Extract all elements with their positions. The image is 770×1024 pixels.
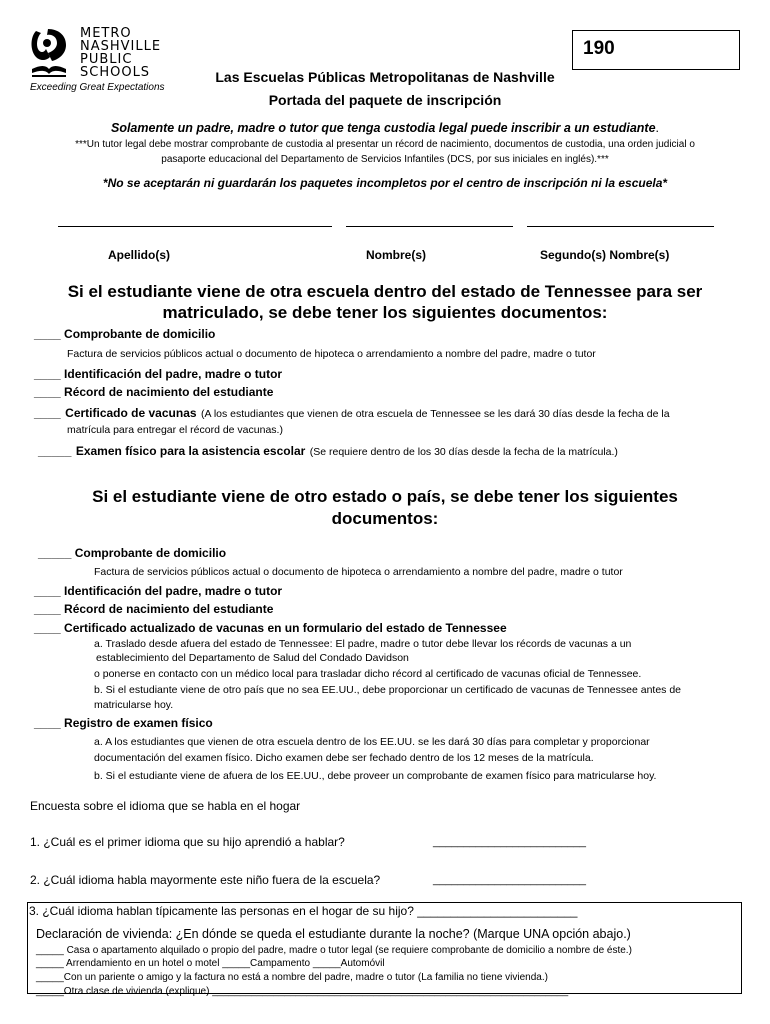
first-name-label: Nombre(s) <box>366 248 427 262</box>
s2-vac-b-2: matricularse hoy. <box>94 699 174 711</box>
s2-phys-b: b. Si el estudiante viene de afuera de los EE.UU., debe proveer un comprobante de examen físico para matricularse hoy. <box>94 770 657 782</box>
custody-notice: Solamente un padre, madre o tutor que tenga custodia legal puede inscribir a un estudiante. <box>110 121 660 135</box>
s2-physical-record[interactable]: ____ Registro de examen físico <box>34 716 213 730</box>
page-title: Las Escuelas Públicas Metropolitanas de Nashville <box>215 69 555 85</box>
last-name-label: Apellido(s) <box>108 248 170 262</box>
s2-vaccines-updated[interactable]: ____ Certificado actualizado de vacunas en un formulario del estado de Tennessee <box>34 621 507 635</box>
incomplete-notice: *No se aceptarán ni guardarán los paquetes incompletos por el centro de inscripción ni la escuela* <box>102 176 668 190</box>
s2-proof-address-desc: Factura de servicios públicos actual o documento de hipoteca o arrendamiento a nombre del padre, madre o tutor <box>94 566 623 578</box>
survey-q3: 3. ¿Cuál idioma hablan típicamente las personas en el hogar de su hijo? ________________________ <box>29 904 578 918</box>
proof-notice-1: ***Un tutor legal debe mostrar comprobante de custodia al presentar un récord de nacimiento, documentos de custodia, una orden judicial o <box>75 139 695 150</box>
s1-birth-record[interactable]: ____ Récord de nacimiento del estudiante <box>34 385 274 399</box>
s1-physical[interactable]: _____ Examen físico para la asistencia escolar (Se requiere dentro de los 30 días desde la fecha de la matrícula.) <box>38 444 618 458</box>
s2-vac-a-2: establecimiento del Departamento de Salud del Condado Davidson <box>96 652 409 664</box>
logo-line-2: NASHVILLE <box>80 39 162 54</box>
s2-proof-address[interactable]: _____ Comprobante de domicilio <box>38 546 227 560</box>
section1-heading-1: Si el estudiante viene de otra escuela dentro del estado de Tennessee para ser <box>67 282 703 301</box>
page-subtitle: Portada del paquete de inscripción <box>268 92 502 108</box>
form-number: 190 <box>583 38 615 59</box>
s2-birth-record[interactable]: ____ Récord de nacimiento del estudiante <box>34 602 274 616</box>
survey-q2-blank[interactable]: _________________________ <box>433 874 586 886</box>
section2-heading-1: Si el estudiante viene de otro estado o país, se debe tener los siguientes <box>92 487 678 506</box>
s1-proof-address-desc: Factura de servicios públicos actual o documento de hipoteca o arrendamiento a nombre del padre, madre o tutor <box>67 348 596 360</box>
middle-name-line[interactable] <box>527 226 714 227</box>
form-number-box <box>572 30 740 70</box>
s1-vaccines-desc-2: matrícula para entregar el récord de vacunas.) <box>67 424 283 436</box>
housing-option-other[interactable]: _____Otra clase de vivienda (explique) ________________________________________________________________ <box>36 986 569 997</box>
survey-title: Encuesta sobre el idioma que se habla en el hogar <box>30 799 301 813</box>
first-name-line[interactable] <box>346 226 513 227</box>
housing-option-hotel-camp-car[interactable]: _____ Arrendamiento en un hotel o motel _____Campamento _____Automóvil <box>36 958 385 969</box>
survey-q3-blank[interactable]: ________________________ <box>417 904 578 918</box>
survey-q2: 2. ¿Cuál idioma habla mayormente este niño fuera de la escuela? <box>30 873 381 887</box>
s2-phys-a-2: documentación del examen físico. Dicho examen debe ser fechado dentro de los 12 meses de la matrícula. <box>94 752 594 764</box>
middle-name-label: Segundo(s) Nombre(s) <box>540 248 670 262</box>
proof-notice-2: pasaporte educacional del Departamento de Servicios Infantiles (DCS, por sus iniciales en inglés).*** <box>161 154 609 165</box>
s2-vac-a-1: a. Traslado desde afuera del estado de Tennessee: El padre, madre o tutor debe llevar los récords de vacunas a un <box>94 638 632 650</box>
s1-vaccines[interactable]: ____ Certificado de vacunas (A los estudiantes que vienen de otra escuela de Tennessee se les dará 30 días desde la fecha de la <box>34 406 670 420</box>
last-name-line[interactable] <box>58 226 332 227</box>
survey-q1: 1. ¿Cuál es el primer idioma que su hijo aprendió a hablar? <box>30 835 345 849</box>
logo-line-4: SCHOOLS <box>80 65 151 80</box>
logo-tagline: Exceeding Great Expectations <box>30 82 165 93</box>
s2-parent-id[interactable]: ____ Identificación del padre, madre o tutor <box>34 584 283 598</box>
s1-parent-id[interactable]: ____ Identificación del padre, madre o tutor <box>34 367 283 381</box>
mnps-logo-icon <box>28 27 70 81</box>
housing-option-own-rent[interactable]: _____ Casa o apartamento alquilado o propio del padre, madre o tutor legal (se requiere comprobante de domicilio a nombre de éste.) <box>36 945 632 956</box>
s2-vac-b-1: b. Si el estudiante viene de otro país que no sea EE.UU., debe proporcionar un certificado de vacunas de Tennessee antes de <box>94 684 682 696</box>
s1-proof-address[interactable]: ____ Comprobante de domicilio <box>34 327 216 341</box>
housing-option-relative[interactable]: _____Con un pariente o amigo y la factura no está a nombre del padre, madre o tutor (La familia no tiene vivienda.) <box>36 972 548 983</box>
s2-phys-a-1: a. A los estudiantes que vienen de otra escuela dentro de los EE.UU. se les dará 30 días para completar y proporcionar <box>94 736 650 748</box>
s2-vac-a-3: o ponerse en contacto con un médico local para trasladar dicho récord al certificado de vacunas oficial de Tennessee. <box>94 668 642 680</box>
survey-q1-blank[interactable]: _________________________ <box>433 836 586 848</box>
logo-line-1: METRO <box>80 26 132 41</box>
housing-title: Declaración de vivienda: ¿En dónde se queda el estudiante durante la noche? (Marque UNA opción abajo.) <box>36 927 631 941</box>
logo-line-3: PUBLIC <box>80 52 133 67</box>
section2-heading-2: documentos: <box>331 509 439 528</box>
housing-box <box>27 902 742 997</box>
section1-heading-2: matriculado, se debe tener los siguientes documentos: <box>162 303 608 322</box>
